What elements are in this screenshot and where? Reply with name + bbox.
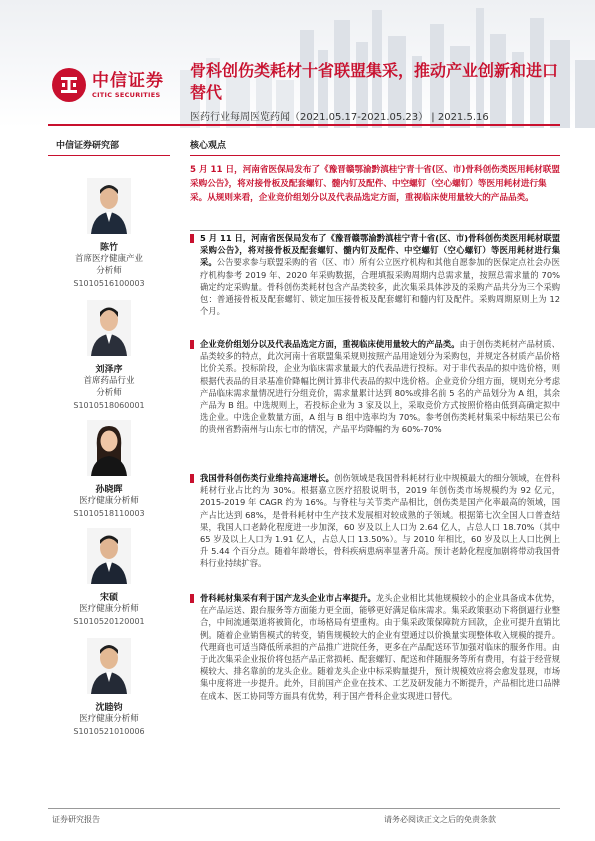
bullet-point (190, 472, 560, 570)
footer-divider (48, 808, 560, 809)
citic-emblem-icon (52, 68, 86, 102)
analyst-photo (87, 638, 131, 694)
analyst-title: 分析师 (96, 266, 122, 276)
bullet-body: 由于创伤类耗材产品材质、品类较多的特点，此次河南十省联盟集采规则按照产品用途划分为采购包，并规定各材质产品价格比价关系。投标阶段，企业为临床需求量最大的代表品进行投标。对于非代表品的拟中选价格，则根据代表品的目录基准价降幅比例计算非代表品的拟中选价格。企业竞价分组方面，规则充分考虑产品临床需求量情况进行分组竞价，需求量累计达到 80%或排名前 5 名的产品划分为 A 组，其余产品为 B 组。中选规则上，若投标企业为 3 家及以上，采取竞价方式按照价格由低到高确定拟中选企业。中选企业数量方面，A 组与 B 组中选率均为 70%。参考创伤类耗材集采中标结果已公布的贵州省黔南州与山东七市的情况，产品平均降幅约为 60%-70% (200, 339, 560, 435)
bullet-marker (190, 340, 194, 349)
left-heading-rule (48, 155, 170, 156)
logo-chinese-name: 中信证券 (92, 70, 164, 91)
bullet-text (200, 338, 560, 436)
bullet-lead: 企业竞价组划分以及代表品选定方面，重视临床使用量较大的产品类。 (200, 339, 460, 349)
analyst-name: 孙晓晖 (95, 485, 123, 495)
report-subtitle: 医药行业每周医览药闻（2021.05.17-2021.05.23） | 2021.5.16 (190, 112, 489, 123)
header-divider (48, 124, 560, 126)
analyst-card (48, 420, 170, 518)
research-dept-column (48, 128, 170, 151)
analyst-title: 医疗健康分析师 (79, 714, 139, 724)
core-views-heading: 核心观点 (190, 141, 227, 151)
footer-report-type: 证券研究报告 (52, 815, 100, 824)
analyst-license: S1010518110003 (73, 509, 145, 518)
bullet-body: 龙头企业相比其他规模较小的企业具备成本优势，在产品运送、跟台服务等方面能力更全面，能够更好满足临床需求。集采政策驱动下将倒逼行业整合，中间流通渠道将被简化，市场格局有望重构。由于集采政策保障院方回款，企业可提升直销比例。随着企业销售模式的转变，销售规模较大的企业有望通过以价换量实现整体收入规模的提升。代理商也可适当降低所承担的产品推广进院任务，更多在产品配送环节加强对临床的服务作用。由于此次集采企业报价将包括产品正常损耗、配套螺钉、配送和伴随服务等所有费用，有益于经营规模较大、排名靠前的龙头企业。随着龙头企业中标采购量提升，预计规模效应将会愈发显现，市场集中度将进一步提升。此外，目前国产企业在技术、工艺及研发能力不断提升，产品相比进口品牌在成本、医工协同等方面具有优势，利于国产骨科企业实现进口替代。 (200, 593, 560, 701)
bullet-body: 公告要求参与联盟采购的省（区、市）所有公立医疗机构和其他自愿参加的医保定点社会办医疗机构参考 2019 年、2020 年采购数据，合理填报采购周期内总需求量，按照总需求量的 70%确定约定采购量。骨科创伤类耗材包含产品类较多，此次集采具体涉及的采购产品共分为三个采购包：普通接骨板及配套螺钉、锁定加压接骨板及配套螺钉和髓内钉及配件。采购周期原则上为 12 个月。 (200, 257, 560, 317)
analyst-card (48, 638, 170, 736)
bullet-lead: 骨科耗材集采有利于国产龙头企业市占率提升。 (200, 593, 376, 603)
bullet-marker (190, 474, 194, 483)
footer-disclaimer: 请务必阅读正文之后的免责条款 (384, 815, 496, 824)
analyst-title: 分析师 (96, 388, 122, 398)
bullet-lead: 5 月 11 日，河南省医保局发布了《豫晋赣鄂渝黔滇桂宁青十省(区、市)骨科创伤类医用耗材联盟采购公告》，将对接骨板及配套螺钉、髓内钉及配件、中空螺钉（空心螺钉）等医用耗材进行集采。 (200, 233, 560, 268)
citic-logo (52, 68, 164, 102)
analyst-name: 陈竹 (99, 243, 118, 253)
bullet-text (200, 232, 560, 317)
bullet-marker (190, 594, 194, 603)
bullet-point (190, 592, 560, 702)
bullet-marker (190, 234, 194, 243)
analyst-title: 首席医疗健康产业 (74, 254, 143, 264)
analyst-name: 沈睦钧 (95, 703, 123, 713)
bullet-text (200, 472, 560, 570)
bullet-text (200, 592, 560, 702)
analyst-name: 宋硕 (99, 593, 118, 603)
analyst-license: S1010518060001 (73, 401, 145, 410)
logo-english-name: CITIC SECURITIES (92, 90, 161, 99)
analyst-license: S1010520120001 (73, 617, 145, 626)
bullet-point (190, 232, 560, 317)
analyst-card (48, 178, 170, 288)
bullet-lead: 我国骨科创伤类行业维持高速增长。 (200, 473, 334, 483)
analyst-photo (87, 300, 131, 356)
analyst-license: S1010516100003 (73, 279, 145, 288)
right-heading-rule (190, 155, 560, 156)
analyst-photo (87, 178, 131, 234)
analyst-card (48, 528, 170, 626)
analyst-name: 刘泽序 (95, 365, 123, 375)
summary-divider (190, 230, 560, 231)
analyst-photo (87, 420, 131, 476)
analyst-card (48, 300, 170, 410)
analyst-photo (87, 528, 131, 584)
research-dept-heading: 中信证券研究部 (56, 141, 120, 151)
analyst-title: 首席药品行业 (83, 376, 135, 386)
analyst-license: S1010521010006 (73, 727, 145, 736)
analyst-title: 医疗健康分析师 (79, 496, 139, 506)
bullet-body: 创伤领域是我国骨科耗材行业中规模最大的细分领域，在骨科耗材行业占比约为 30%。根据嘉立医疗招股说明书，2019 年创伤类市场规模约为 92 亿元，2015-2019 年 CAGR 约为 16%。与脊柱与关节类产品相比，创伤类是国产化率最高的领域，国产占比达到 68%，是骨科耗材中生产技术发展相对较成熟的子领域。根据第七次全国人口普查结果，我国人口老龄化程度进一步加深，60 岁及以上人口为 2.64 亿人，占总人口 18.70%（其中 65 岁及以上人口为 1.91 亿人，占总人口 13.50%）。与 2010 年相比，60 岁及以上人口比例上升 5.44 个百分点。随着年龄增长，骨科疾病患病率显著升高。预计老龄化程度加剧将带动我国骨科行业持续扩容。 (200, 473, 560, 569)
bullet-point (190, 338, 560, 436)
report-title: 骨科创伤类耗材十省联盟集采，推动产业创新和进口替代 (190, 61, 559, 102)
analyst-title: 医疗健康分析师 (79, 604, 139, 614)
core-view-summary: 5 月 11 日，河南省医保局发布了《豫晋赣鄂渝黔滇桂宁青十省(区、市)骨科创伤类医用耗材联盟采购公告》，将对接骨板及配套螺钉、髓内钉及配件、中空螺钉（空心螺钉）等医用耗材进行集采。从规则来看，企业竞价组划分以及代表品选定方面，重视临床使用量较大的产品品类。 (190, 165, 560, 203)
